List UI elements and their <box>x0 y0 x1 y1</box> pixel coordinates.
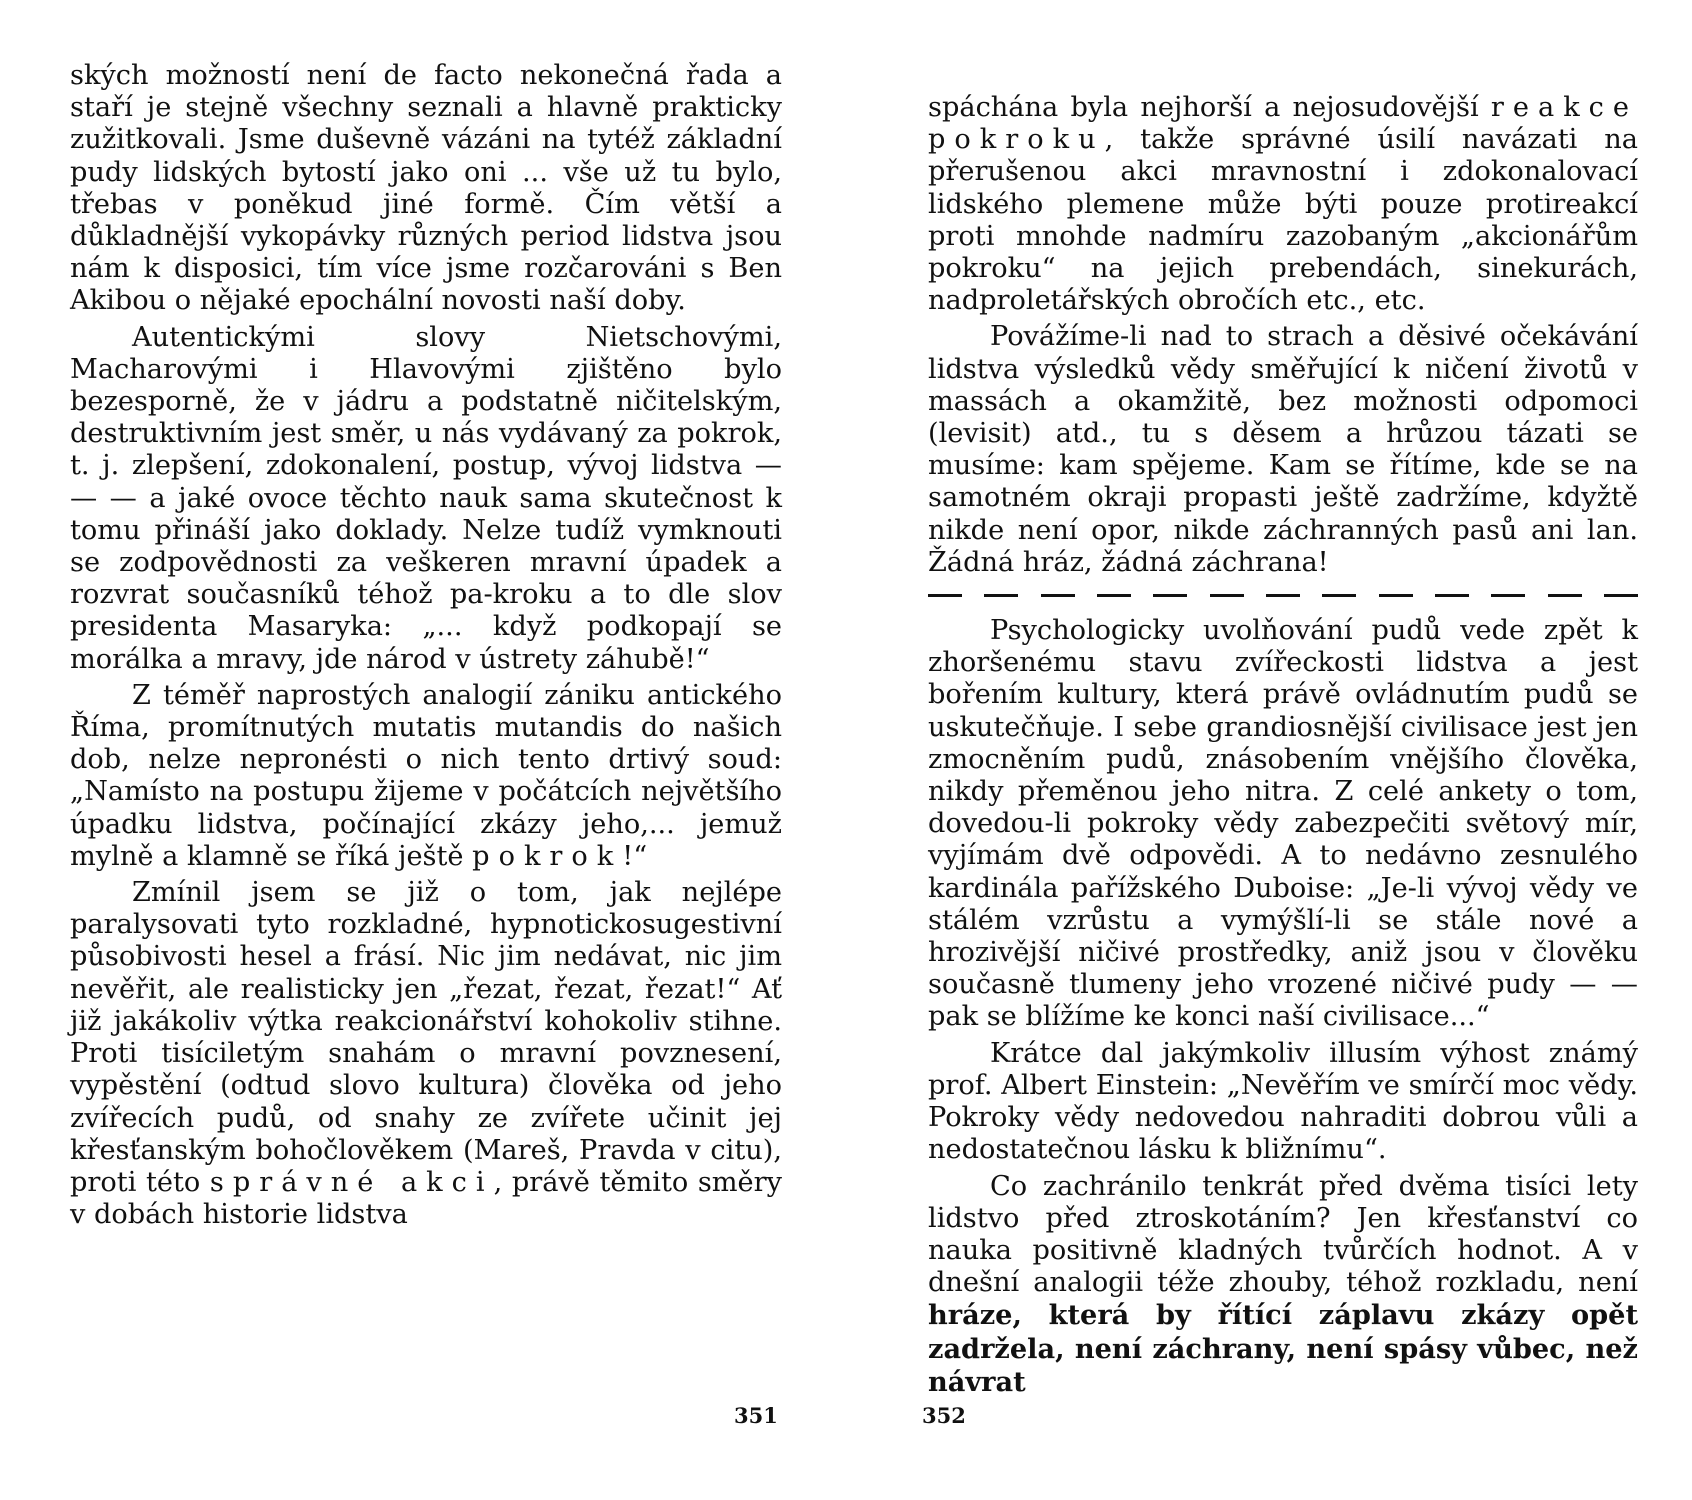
paragraph <box>70 60 782 318</box>
paragraph-text: Povážíme-li nad to strach a děsivé očekávání lidstva výsledků vědy směřující k ničení životů v massách a okamžitě, bez možnosti odpomoci (levisit) atd., tu s děsem a hrůzou tázati se musíme: kam spějeme. Kam se řítíme, kde se na samotném okraji propasti ještě zadržíme, kdyžtě nikde není opor, nikde záchranných pasů ani lan. Žádná hráz, žádná záchrana! <box>928 321 1638 578</box>
separator-dash <box>1548 594 1582 597</box>
right-text-column <box>928 92 1638 1403</box>
paragraph-tail: !“ <box>622 840 648 872</box>
paragraph <box>928 321 1638 579</box>
separator-dash <box>1266 594 1300 597</box>
paragraph-text: Autentickými slovy Nietschovými, Macharovými i Hlavovými zjištěno bylo bezesporně, že v jádru a podstatně ničitelským, destruktivním jest směr, u nás vydávaný za pokrok, t. j. zlepšení, zdokonalení, postup, vývoj lidstva — — — a jaké ovoce těchto nauk sama skutečnost k tomu přináší jako doklady. Nelze tudíž vymknouti se zodpovědnosti za veškeren mravní úpadek a rozvrat současníků téhož pa-kroku a to dle slov presidenta Masaryka: „... když podkopají se morálka a mravy, jde národ v ústrety záhubě!“ <box>70 321 782 675</box>
separator-dash <box>928 594 962 597</box>
right-page <box>846 0 1692 1500</box>
separator-dash <box>1210 594 1244 597</box>
left-text-column <box>70 60 782 1235</box>
paragraph-tail: , právě těmito směry v dobách historie lidstva <box>70 1166 783 1231</box>
paragraph <box>70 322 782 676</box>
paragraph <box>928 1171 1638 1399</box>
separator-dash <box>1379 594 1413 597</box>
page-number: 351 <box>734 1403 778 1428</box>
paragraph-tail: , takže správné úsilí navázati na přerušenou akci mravnostní i zdokonalovací lidského plemene může býti pouze protireakcí proti mnohde nadmíru zazobaným „akcionářům pokroku“ na jejich prebendách, sinekurách, nadproletářských obročích etc., etc. <box>928 124 1638 317</box>
paragraph <box>928 1038 1638 1167</box>
paragraph-text: Z téměř naprostých analogií zániku antického Říma, promítnutých mutatis mutandis do našich dob, nelze nepronésti o nich tento drtivý soud: „Namísto na postupu žijeme v počátcích největšího úpadku lidstva, počínající zkázy jeho,... jemuž mylně a klamně se říká ještě <box>70 679 782 872</box>
separator-dash <box>1041 594 1075 597</box>
paragraph-text: Zmínil jsem se již o tom, jak nejlépe paralysovati tyto rozkladné, hypnotickosugestivní působivosti hesel a frásí. Nic jim nedávat, nic jim nevěřit, ale realisticky jen „řezat, řezat, řezat!“ Ať již jakákoliv výtka reakcionářství kohokoliv stihne. Proti tisíciletým snahám o mravní povznesení, vypěstění (odtud slovo kultura) člověka od jeho zvířecích pudů, od snahy ze zvířete učinit jej křesťanským bohočlověkem (Mareš, Pravda v citu), proti této <box>70 877 782 1198</box>
separator-dash <box>1322 594 1356 597</box>
paragraph <box>70 680 782 873</box>
spaced-emphasis: pokrok <box>472 840 623 872</box>
paragraph <box>928 92 1638 317</box>
page-number: 352 <box>922 1403 966 1428</box>
paragraph <box>70 877 782 1231</box>
separator-dash <box>1097 594 1131 597</box>
separator-dash <box>1491 594 1525 597</box>
spaced-emphasis: reakce pokroku <box>928 92 1638 156</box>
spaced-emphasis: správné akci <box>209 1166 494 1198</box>
separator-dash <box>1604 594 1638 597</box>
paragraph <box>928 615 1638 1034</box>
separator-dash <box>1153 594 1187 597</box>
separator-dash <box>1435 594 1469 597</box>
bold-emphasis: hráze, která by řítící záplavu zkázy opět zadržela, není záchrany, není spásy vůbec, než návrat <box>928 1299 1638 1398</box>
paragraph-text: Co zachránilo tenkrát před dvěma tisíci lety lidstvo před ztroskotáním? Jen křesťanství co nauka positivně kladných tvůrčích hodnot. A v dnešní analogii téže zhouby, téhož rozkladu, není <box>928 1170 1638 1299</box>
dash-separator <box>928 585 1638 605</box>
paragraph-text: spáchána byla nejhorší a nejosudovější <box>928 92 1491 123</box>
separator-dash <box>984 594 1018 597</box>
paragraph-text: Psychologicky uvolňování pudů vede zpět k zhoršenému stavu zvířeckosti lidstva a jest bořením kultury, která právě ovládnutím pudů se uskutečňuje. I sebe grandiosnější civilisace jest jen zmocněním pudů, znásobením vnějšího člověka, nikdy přeměnou jeho nitra. Z celé ankety o tom, dovedou-li pokroky vědy zabezpečiti světový mír, vyjímám dvě odpovědi. A to nedávno zesnulého kardinála pařížského Duboise: „Je-li vývoj vědy ve stálém vzrůstu a vymýšlí-li se stále nové a hrozivější ničivé prostředky, aniž jsou v člověku současně tlumeny jeho vrozené ničivé pudy — — pak se blížíme ke konci naší civilisace...“ <box>928 615 1638 1033</box>
paragraph-text: Krátce dal jakýmkoliv illusím výhost známý prof. Albert Einstein: „Nevěřím ve smírčí moc vědy. Pokroky vědy nedovedou nahraditi dobrou vůli a nedostatečnou lásku k bližnímu“. <box>928 1037 1638 1166</box>
paragraph-text: ských možností není de facto nekonečná řada a staří je stejně všechny seznali a hlavně prakticky zužitkovali. Jsme duševně vázáni na tytéž základní pudy lidských bytostí jako oni ... vše už tu bylo, třebas v poněkud jiné formě. Čím větší a důkladnější vykopávky různých period lidstva jsou nám k disposici, tím více jsme rozčarováni s Ben Akibou o nějaké epochální novosti naší doby. <box>70 60 782 317</box>
